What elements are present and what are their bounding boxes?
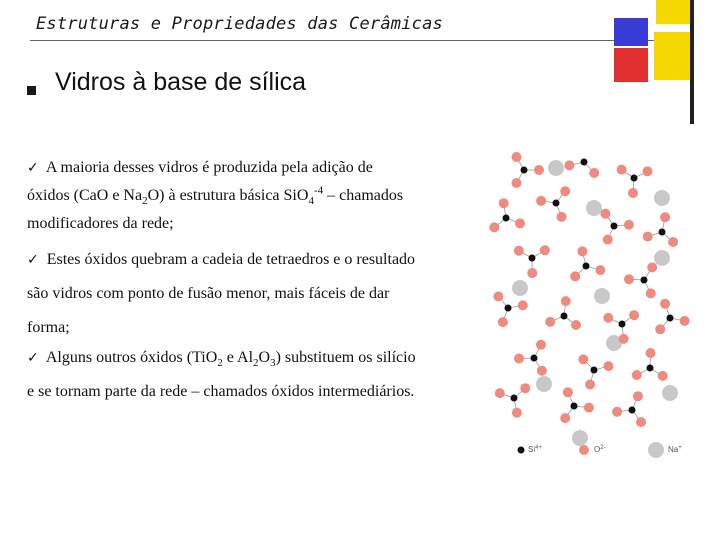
oxygen-atom xyxy=(604,361,614,371)
header-divider xyxy=(30,40,690,41)
oxygen-atom xyxy=(489,222,499,232)
subscript: 2 xyxy=(142,195,148,208)
silicon-atom xyxy=(553,200,560,207)
bullet-1-line-2 xyxy=(27,182,457,210)
oxygen-atom xyxy=(577,246,587,256)
silicon-atom xyxy=(641,277,648,284)
oxygen-atom xyxy=(514,246,524,256)
silicon-atom xyxy=(521,167,528,174)
text: modificadores da rede; xyxy=(27,215,174,232)
oxygen-atom xyxy=(589,168,599,178)
oxygen-atom xyxy=(536,196,546,206)
network-atoms xyxy=(489,152,689,446)
silicon-atom xyxy=(505,305,512,312)
oxygen-atom xyxy=(617,165,627,175)
bullet-paragraph-1 xyxy=(27,154,457,238)
oxygen-atom xyxy=(534,165,544,175)
decor-blue-square xyxy=(614,18,648,46)
checkmark-icon: ✓ xyxy=(27,252,39,268)
oxygen-atom xyxy=(660,299,670,309)
oxygen-atom xyxy=(545,317,555,327)
oxygen-atom xyxy=(520,383,530,393)
oxygen-atom xyxy=(564,160,574,170)
silicon-atom xyxy=(571,403,578,410)
sodium-ion xyxy=(512,280,528,296)
silicon-atom xyxy=(561,313,568,320)
legend-o-label: $O^{2-}$ xyxy=(594,445,606,454)
silicon-atom xyxy=(503,215,510,222)
oxygen-atom xyxy=(515,218,525,228)
text: O) à estrutura básica SiO xyxy=(147,187,309,204)
oxygen-atom xyxy=(643,166,653,176)
legend-o-symbol xyxy=(579,445,589,455)
oxygen-atom xyxy=(624,274,634,284)
subscript: 2 xyxy=(253,357,259,370)
subscript: 3 xyxy=(270,357,276,370)
oxygen-atom xyxy=(493,292,503,302)
oxygen-atom xyxy=(633,391,643,401)
sodium-ion xyxy=(654,190,670,206)
oxygen-atom xyxy=(499,198,509,208)
oxygen-atom xyxy=(603,235,613,245)
legend-na-label: Na+ xyxy=(668,445,682,454)
bullet-3-line-1 xyxy=(27,341,457,375)
silicon-atom xyxy=(531,355,538,362)
silicon-atom xyxy=(629,407,636,414)
oxygen-atom xyxy=(571,320,581,330)
sodium-ion xyxy=(536,376,552,392)
bullet-1-line-1 xyxy=(27,154,457,182)
silicon-atom xyxy=(647,365,654,372)
slide-subtitle: Vidros à base de sílica xyxy=(55,68,307,96)
oxygen-atom xyxy=(512,178,522,188)
text: forma; xyxy=(27,319,70,336)
bullet-3-line-2 xyxy=(27,375,457,409)
oxygen-atom xyxy=(584,403,594,413)
silicon-atom xyxy=(667,315,674,322)
oxygen-atom xyxy=(537,366,547,376)
text: O xyxy=(258,349,271,366)
text: óxidos (CaO e Na xyxy=(27,187,143,204)
silicon-atom xyxy=(583,263,590,270)
silicon-atom xyxy=(659,229,666,236)
oxygen-atom xyxy=(585,380,595,390)
bullet-paragraph-3 xyxy=(27,341,457,409)
subtitle-bullet xyxy=(27,86,36,95)
legend-si-symbol xyxy=(518,447,525,454)
oxygen-atom xyxy=(512,408,522,418)
sodium-ion xyxy=(548,160,564,176)
sodium-ion xyxy=(654,250,670,266)
oxygen-atom xyxy=(646,288,656,298)
subscript: 4 xyxy=(308,195,314,208)
oxygen-atom xyxy=(646,348,656,358)
decor-red-square xyxy=(614,48,648,82)
sodium-ion xyxy=(586,200,602,216)
oxygen-atom xyxy=(560,186,570,196)
text: Alguns outros óxidos (TiO xyxy=(45,349,218,366)
oxygen-atom xyxy=(514,354,524,364)
oxygen-atom xyxy=(643,232,653,242)
oxygen-atom xyxy=(495,388,505,398)
legend-si-label: $Si^{4+}$ xyxy=(528,445,542,454)
oxygen-atom xyxy=(560,413,570,423)
checkmark-icon: ✓ xyxy=(27,160,39,176)
silicon-atom xyxy=(631,175,638,182)
silicon-atom xyxy=(529,255,536,262)
silicon-atom xyxy=(611,223,618,230)
text: e Al xyxy=(222,349,254,366)
decor-yellow-square-bottom xyxy=(654,32,690,80)
text: – chamados xyxy=(323,187,404,204)
oxygen-atom xyxy=(629,310,639,320)
oxygen-atom xyxy=(655,324,665,334)
oxygen-atom xyxy=(636,417,646,427)
oxygen-atom xyxy=(668,237,678,247)
bullet-2-line-1 xyxy=(27,243,457,277)
oxygen-atom xyxy=(603,313,613,323)
oxygen-atom xyxy=(570,271,580,281)
oxygen-atom xyxy=(536,340,546,350)
slide-header-title: Estruturas e Propriedades das Cerâmicas xyxy=(36,14,443,34)
oxygen-atom xyxy=(561,296,571,306)
oxygen-atom xyxy=(619,334,629,344)
oxygen-atom xyxy=(612,407,622,417)
oxygen-atom xyxy=(563,387,573,397)
legend-na-symbol xyxy=(648,442,664,458)
diagram-legend xyxy=(518,442,683,458)
oxygen-atom xyxy=(595,265,605,275)
bullet-1-line-3 xyxy=(27,210,457,238)
sodium-ion xyxy=(572,430,588,446)
oxygen-atom xyxy=(527,268,537,278)
superscript: -4 xyxy=(313,184,324,197)
silicon-atom xyxy=(581,159,588,166)
oxygen-atom xyxy=(658,371,668,381)
bullet-2-line-3 xyxy=(27,311,457,345)
subscript: 2 xyxy=(217,357,223,370)
decor-yellow-square-top xyxy=(656,0,690,24)
text: ) substituem os silício xyxy=(275,349,416,366)
oxygen-atom xyxy=(600,209,610,219)
bullet-paragraph-2 xyxy=(27,243,457,345)
oxygen-atom xyxy=(680,316,690,326)
silicon-atom xyxy=(511,395,518,402)
oxygen-atom xyxy=(557,212,567,222)
text: A maioria desses vidros é produzida pela adição de xyxy=(45,159,373,176)
text: são vidros com ponto de fusão menor, mais fáceis de dar xyxy=(27,285,390,302)
oxygen-atom xyxy=(628,188,638,198)
oxygen-atom xyxy=(647,262,657,272)
silica-glass-network-diagram xyxy=(484,148,694,468)
decor-vertical-bar xyxy=(690,0,694,124)
oxygen-atom xyxy=(632,370,642,380)
sodium-ion xyxy=(662,385,678,401)
oxygen-atom xyxy=(518,300,528,310)
silicon-atom xyxy=(619,321,626,328)
silicon-atom xyxy=(591,367,598,374)
oxygen-atom xyxy=(624,220,634,230)
oxygen-atom xyxy=(540,245,550,255)
sodium-ion xyxy=(594,288,610,304)
text: Estes óxidos quebram a cadeia de tetraedros e o resultado xyxy=(46,251,416,268)
bullet-2-line-2 xyxy=(27,277,457,311)
checkmark-icon: ✓ xyxy=(27,350,39,366)
oxygen-atom xyxy=(512,152,522,162)
oxygen-atom xyxy=(498,317,508,327)
text: e se tornam parte da rede – chamados óxidos intermediários. xyxy=(27,383,415,400)
oxygen-atom xyxy=(660,212,670,222)
oxygen-atom xyxy=(578,354,588,364)
